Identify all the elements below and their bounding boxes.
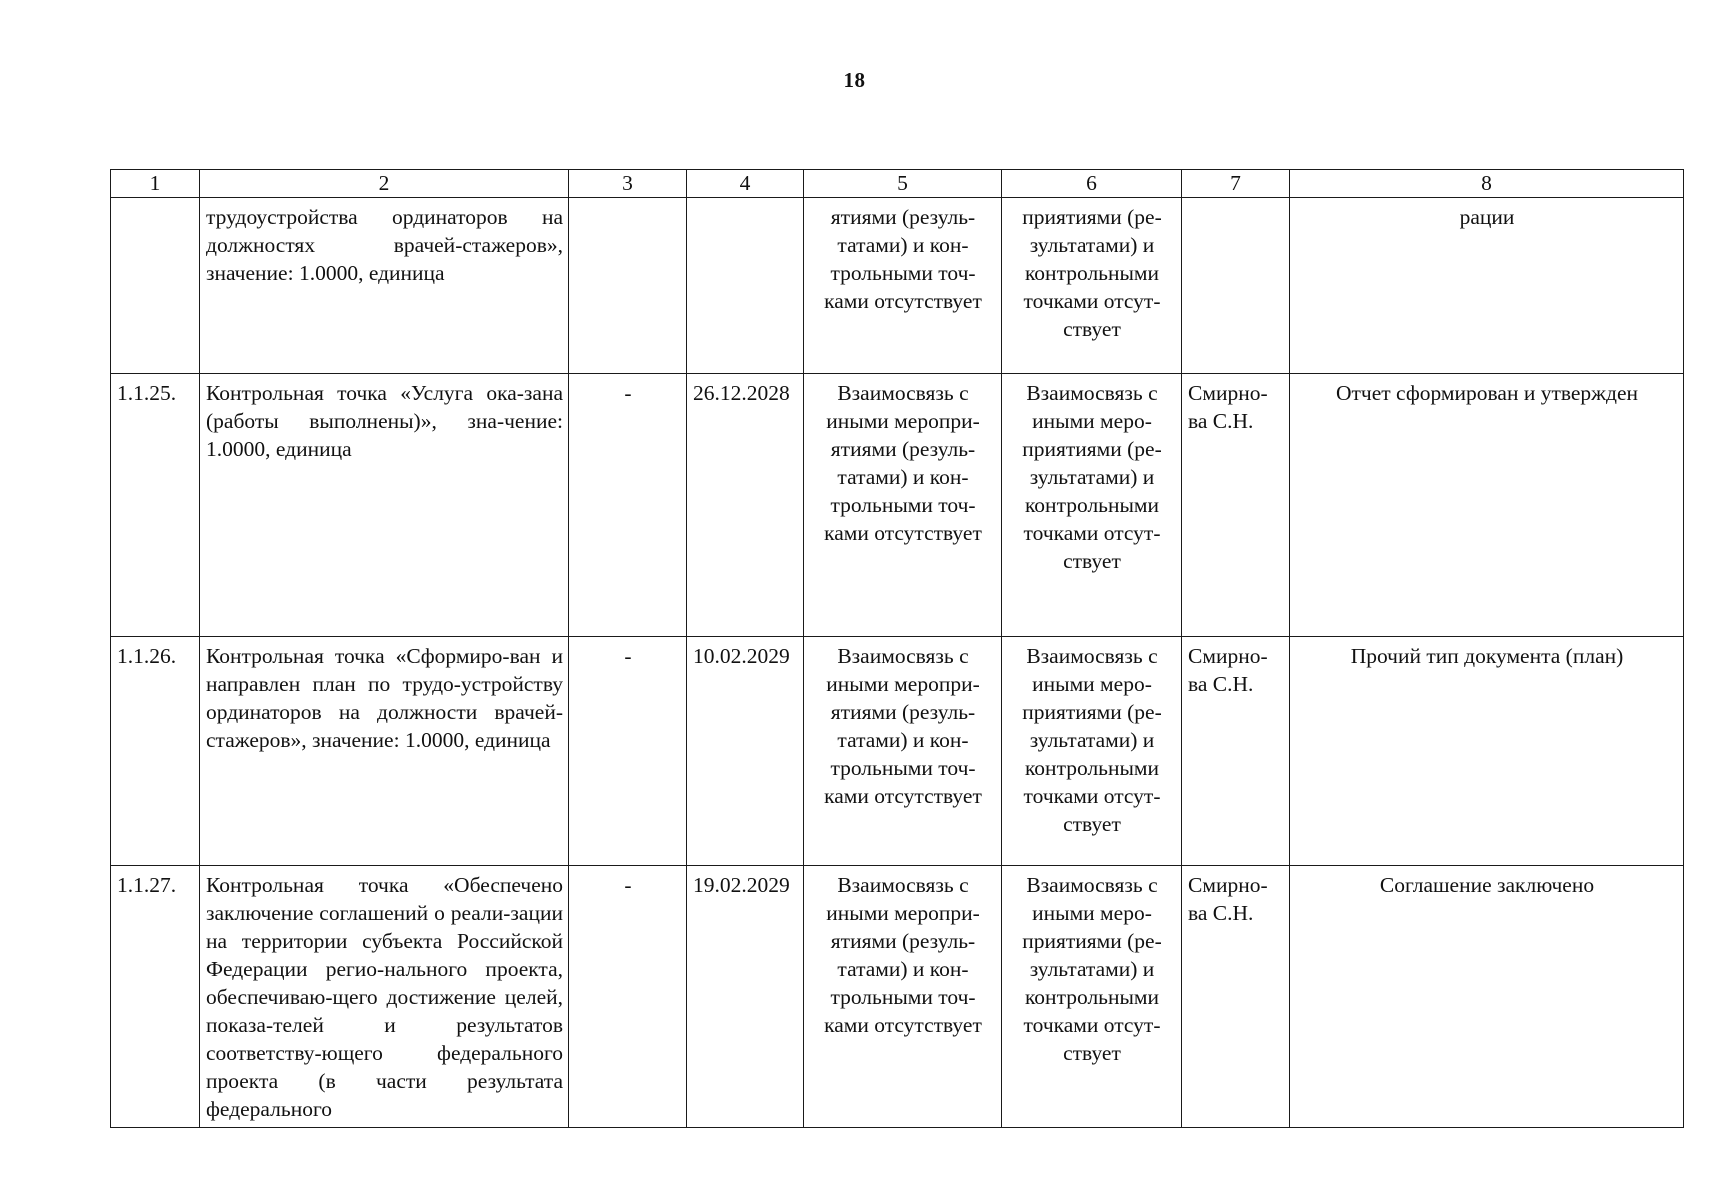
relation-predecessors: Взаимосвязь с иными меропри- ятиями (резуль- татами) и кон- трольными точ- ками отсутствует [804,866,1002,1128]
relation-successors: Взаимосвязь с иными меро- приятиями (ре- зультатами) и контрольными точками отсут- ствует [1002,866,1182,1128]
column-3-value: - [569,374,687,637]
column-header: 6 [1002,170,1182,198]
item-name: Контрольная точка «Сформиро-ван и направлен план по трудо-устройству ординаторов на должности врачей-стажеров», значение: 1.0000, единица [200,637,569,866]
due-date: 26.12.2028 [687,374,804,637]
result-document: Прочий тип документа (план) [1290,637,1684,866]
item-number: 1.1.26. [111,637,200,866]
column-header: 7 [1182,170,1290,198]
column-3-value: - [569,637,687,866]
due-date: 10.02.2029 [687,637,804,866]
due-date: 19.02.2029 [687,866,804,1128]
item-name: Контрольная точка «Обеспечено заключение соглашений о реали-зации на территории субъекта Российской Федерации регио-нального проекта, обеспечиваю-щего достижение целей, показа-телей и результатов соответству-ющего федерального проекта (в части результата федерального [200,866,569,1128]
item-number: 1.1.27. [111,866,200,1128]
column-header: 2 [200,170,569,198]
column-header: 4 [687,170,804,198]
item-name: трудоустройства ординаторов на должностях врачей-стажеров», значение: 1.0000, единица [200,198,569,374]
relation-predecessors: Взаимосвязь с иными меропри- ятиями (резуль- татами) и кон- трольными точ- ками отсутствует [804,374,1002,637]
result-document: Отчет сформирован и утвержден [1290,374,1684,637]
column-header: 8 [1290,170,1684,198]
responsible-person [1182,198,1290,374]
table-row [111,637,1684,866]
due-date [687,198,804,374]
item-name: Контрольная точка «Услуга ока-зана (работы выполнены)», зна-чение: 1.0000, единица [200,374,569,637]
header-row [111,170,1684,198]
item-number: 1.1.25. [111,374,200,637]
table-row [111,198,1684,374]
relation-successors: Взаимосвязь с иными меро- приятиями (ре- зультатами) и контрольными точками отсут- ствует [1002,637,1182,866]
page-number: 18 [843,68,866,92]
column-header: 3 [569,170,687,198]
result-document: Соглашение заключено [1290,866,1684,1128]
column-header: 1 [111,170,200,198]
item-number [111,198,200,374]
result-document: рации [1290,198,1684,374]
relation-predecessors: Взаимосвязь с иными меропри- ятиями (резуль- татами) и кон- трольными точ- ками отсутствует [804,637,1002,866]
table-row [111,866,1684,1128]
relation-predecessors: ятиями (резуль- татами) и кон- трольными точ- ками отсутствует [804,198,1002,374]
plan-table [110,169,1684,1128]
relation-successors: приятиями (ре- зультатами) и контрольными точками отсут- ствует [1002,198,1182,374]
relation-successors: Взаимосвязь с иными меро- приятиями (ре- зультатами) и контрольными точками отсут- ствует [1002,374,1182,637]
column-3-value: - [569,866,687,1128]
responsible-person: Смирно- ва С.Н. [1182,866,1290,1128]
table-row [111,374,1684,637]
responsible-person: Смирно- ва С.Н. [1182,637,1290,866]
column-3-value [569,198,687,374]
responsible-person: Смирно- ва С.Н. [1182,374,1290,637]
column-header: 5 [804,170,1002,198]
